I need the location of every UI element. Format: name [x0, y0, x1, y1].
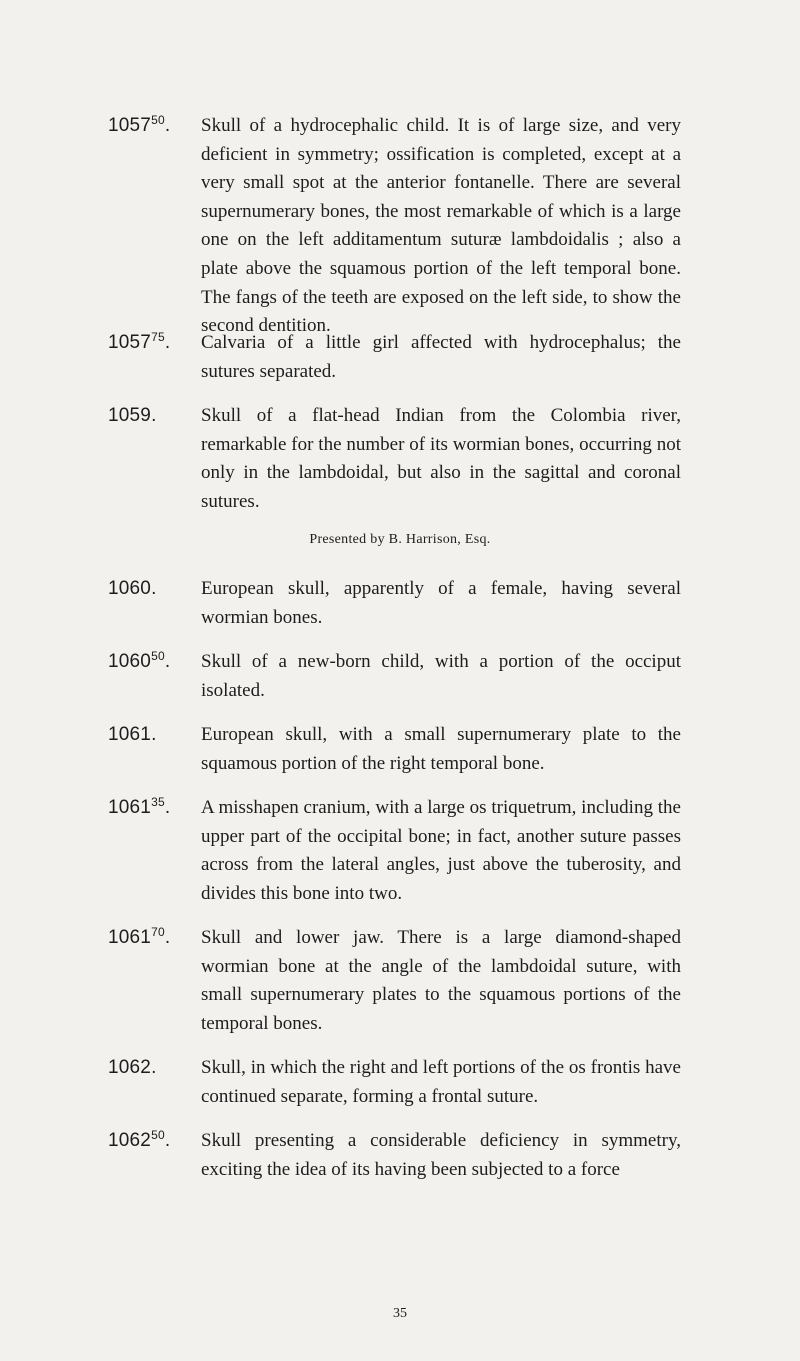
entry-description: Skull and lower jaw. There is a large diamond-shaped wormian bone at the angle of the lambdoidal suture, with small supernumerary plates to the squamous portions of the temporal bones.: [201, 927, 681, 1034]
entry-number: 1057$^{50}$.: [108, 113, 171, 136]
entry-number: 1062.: [108, 1057, 157, 1078]
entry-description: Calvaria of a little girl affected with hydrocephalus; the sutures separated.: [201, 332, 681, 382]
entry-number: 1062$^{50}$.: [108, 1128, 171, 1151]
entry-description: Skull, in which the right and left portions of the os frontis have continued separate, forming a frontal suture.: [201, 1057, 681, 1107]
entry-number: 1060$^{50}$.: [108, 649, 171, 672]
page-number: 35: [393, 1306, 407, 1321]
entry-number: 1057$^{75}$.: [108, 330, 171, 353]
entry-description: Skull of a hydrocephalic child. It is of large size, and very deficient in symmetry; ossification is completed, except at a very small spot at the anterior fontanelle. There are several supernumerary bones, the most remarkable of which is a large one on the left additamentum suturæ lambdoidalis ; also a plate above the squamous portion of the left temporal bone. The fangs of the teeth are exposed on the left side, to show the second dentition.: [201, 115, 681, 337]
entry-description: Skull presenting a considerable deficiency in symmetry, exciting the idea of its having been subjected to a force: [201, 1130, 681, 1180]
entry-number: 1060.: [108, 578, 157, 599]
entry-number: 1061$^{35}$.: [108, 795, 171, 818]
donor-credit: Presented by B. Harrison, Esq.: [309, 532, 491, 547]
entry-number: 1059.: [108, 405, 157, 426]
entry-description: A misshapen cranium, with a large os triquetrum, including the upper part of the occipital bone; in fact, another suture passes across from the lateral angles, just above the tuberosity, and divides this bone into two.: [201, 797, 681, 904]
entry-description: European skull, with a small supernumerary plate to the squamous portion of the right temporal bone.: [201, 724, 681, 774]
entry-description: European skull, apparently of a female, having several wormian bones.: [201, 578, 681, 628]
entry-number: 1061.: [108, 724, 157, 745]
entry-number: 1061$^{70}$.: [108, 925, 171, 948]
entry-description: Skull of a new-born child, with a portion of the occiput isolated.: [201, 651, 681, 701]
entry-description: Skull of a flat-head Indian from the Colombia river, remarkable for the number of its wormian bones, occurring not only in the lambdoidal, but also in the sagittal and coronal sutures.: [201, 405, 681, 512]
